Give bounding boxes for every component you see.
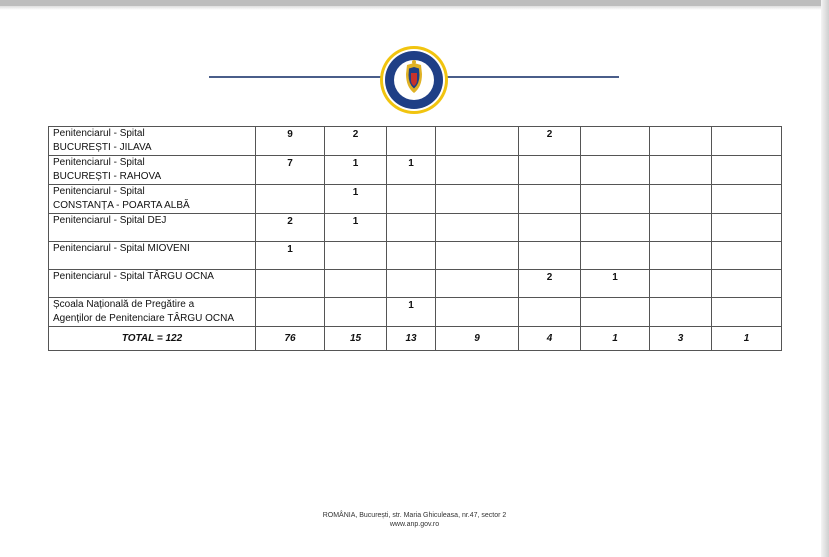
table-row (49, 156, 782, 185)
value-cell: 1 (387, 156, 436, 185)
value-cell (712, 242, 782, 270)
unit-name-cell (49, 156, 256, 185)
value-cell (581, 127, 650, 156)
value-cell (325, 270, 387, 298)
header-rule-left (209, 76, 384, 78)
total-row (49, 327, 782, 351)
total-value-cell: 4 (519, 327, 581, 351)
value-cell (387, 185, 436, 214)
value-cell: 2 (256, 214, 325, 242)
table-row (49, 214, 782, 242)
value-cell (712, 156, 782, 185)
table-row (49, 185, 782, 214)
table-row (49, 270, 782, 298)
value-cell: 7 (256, 156, 325, 185)
unit-name-line1: Penitenciarul - Spital TÂRGU OCNA (53, 271, 214, 282)
value-cell (650, 242, 712, 270)
viewer-top-shadow (0, 6, 829, 10)
value-cell (436, 242, 519, 270)
table-row (49, 298, 782, 327)
table-row (49, 127, 782, 156)
unit-name-line1: Penitenciarul - Spital (53, 157, 145, 168)
value-cell (650, 214, 712, 242)
value-cell (581, 185, 650, 214)
unit-name-line1: Penitenciarul - Spital (53, 186, 145, 197)
total-value-cell: 15 (325, 327, 387, 351)
value-cell: 9 (256, 127, 325, 156)
value-cell: 1 (325, 214, 387, 242)
total-value-cell: 9 (436, 327, 519, 351)
value-cell (519, 156, 581, 185)
statistics-table (48, 126, 782, 351)
value-cell (256, 270, 325, 298)
viewer-scroll-edge (821, 0, 829, 557)
value-cell (256, 185, 325, 214)
value-cell (436, 298, 519, 327)
unit-name-line2: BUCUREȘTI - RAHOVA (53, 171, 162, 182)
unit-name-cell (49, 127, 256, 156)
value-cell: 1 (325, 156, 387, 185)
value-cell: 2 (519, 270, 581, 298)
total-label: TOTAL = 122 (49, 327, 256, 351)
value-cell (387, 214, 436, 242)
value-cell (519, 298, 581, 327)
unit-name-cell (49, 298, 256, 327)
unit-name-cell (49, 214, 256, 242)
value-cell (519, 185, 581, 214)
table-row (49, 242, 782, 270)
unit-name-line1: Penitenciarul - Spital MIOVENI (53, 243, 190, 254)
value-cell: 1 (325, 185, 387, 214)
anp-emblem-icon (378, 44, 450, 116)
value-cell (712, 127, 782, 156)
footer-address: ROMÂNIA, București, str. Maria Ghiculeasa, nr.47, sector 2 (322, 512, 507, 519)
unit-name-line2: CONSTANȚA - POARTA ALBĂ (53, 200, 190, 211)
value-cell (581, 214, 650, 242)
value-cell (650, 185, 712, 214)
value-cell (387, 242, 436, 270)
header-rule-right (445, 76, 619, 78)
value-cell (325, 242, 387, 270)
value-cell: 2 (325, 127, 387, 156)
value-cell (650, 298, 712, 327)
value-cell (581, 156, 650, 185)
value-cell (519, 214, 581, 242)
value-cell (650, 156, 712, 185)
value-cell (519, 242, 581, 270)
value-cell (581, 242, 650, 270)
value-cell (712, 270, 782, 298)
value-cell (712, 214, 782, 242)
unit-name-line2: BUCUREȘTI - JILAVA (53, 142, 152, 153)
value-cell (712, 185, 782, 214)
total-value-cell: 76 (256, 327, 325, 351)
value-cell (436, 185, 519, 214)
value-cell: 1 (256, 242, 325, 270)
value-cell (387, 270, 436, 298)
total-value-cell: 13 (387, 327, 436, 351)
total-value-cell: 1 (581, 327, 650, 351)
unit-name-cell (49, 185, 256, 214)
value-cell (650, 127, 712, 156)
value-cell (436, 127, 519, 156)
value-cell: 2 (519, 127, 581, 156)
footer-website: www.anp.gov.ro (389, 521, 440, 528)
value-cell (581, 298, 650, 327)
value-cell (436, 270, 519, 298)
value-cell (325, 298, 387, 327)
total-value-cell: 1 (712, 327, 782, 351)
total-value-cell: 3 (650, 327, 712, 351)
value-cell (436, 156, 519, 185)
value-cell: 1 (581, 270, 650, 298)
unit-name-line2: Agenților de Penitenciare TÂRGU OCNA (53, 313, 235, 324)
value-cell (436, 214, 519, 242)
unit-name-line1: Penitenciarul - Spital DEJ (53, 215, 167, 226)
value-cell (712, 298, 782, 327)
value-cell: 1 (387, 298, 436, 327)
unit-name-cell (49, 242, 256, 270)
value-cell (256, 298, 325, 327)
unit-name-line1: Penitenciarul - Spital (53, 128, 145, 139)
unit-name-line1: Școala Națională de Pregătire a (53, 299, 195, 310)
value-cell (387, 127, 436, 156)
unit-name-cell (49, 270, 256, 298)
value-cell (650, 270, 712, 298)
